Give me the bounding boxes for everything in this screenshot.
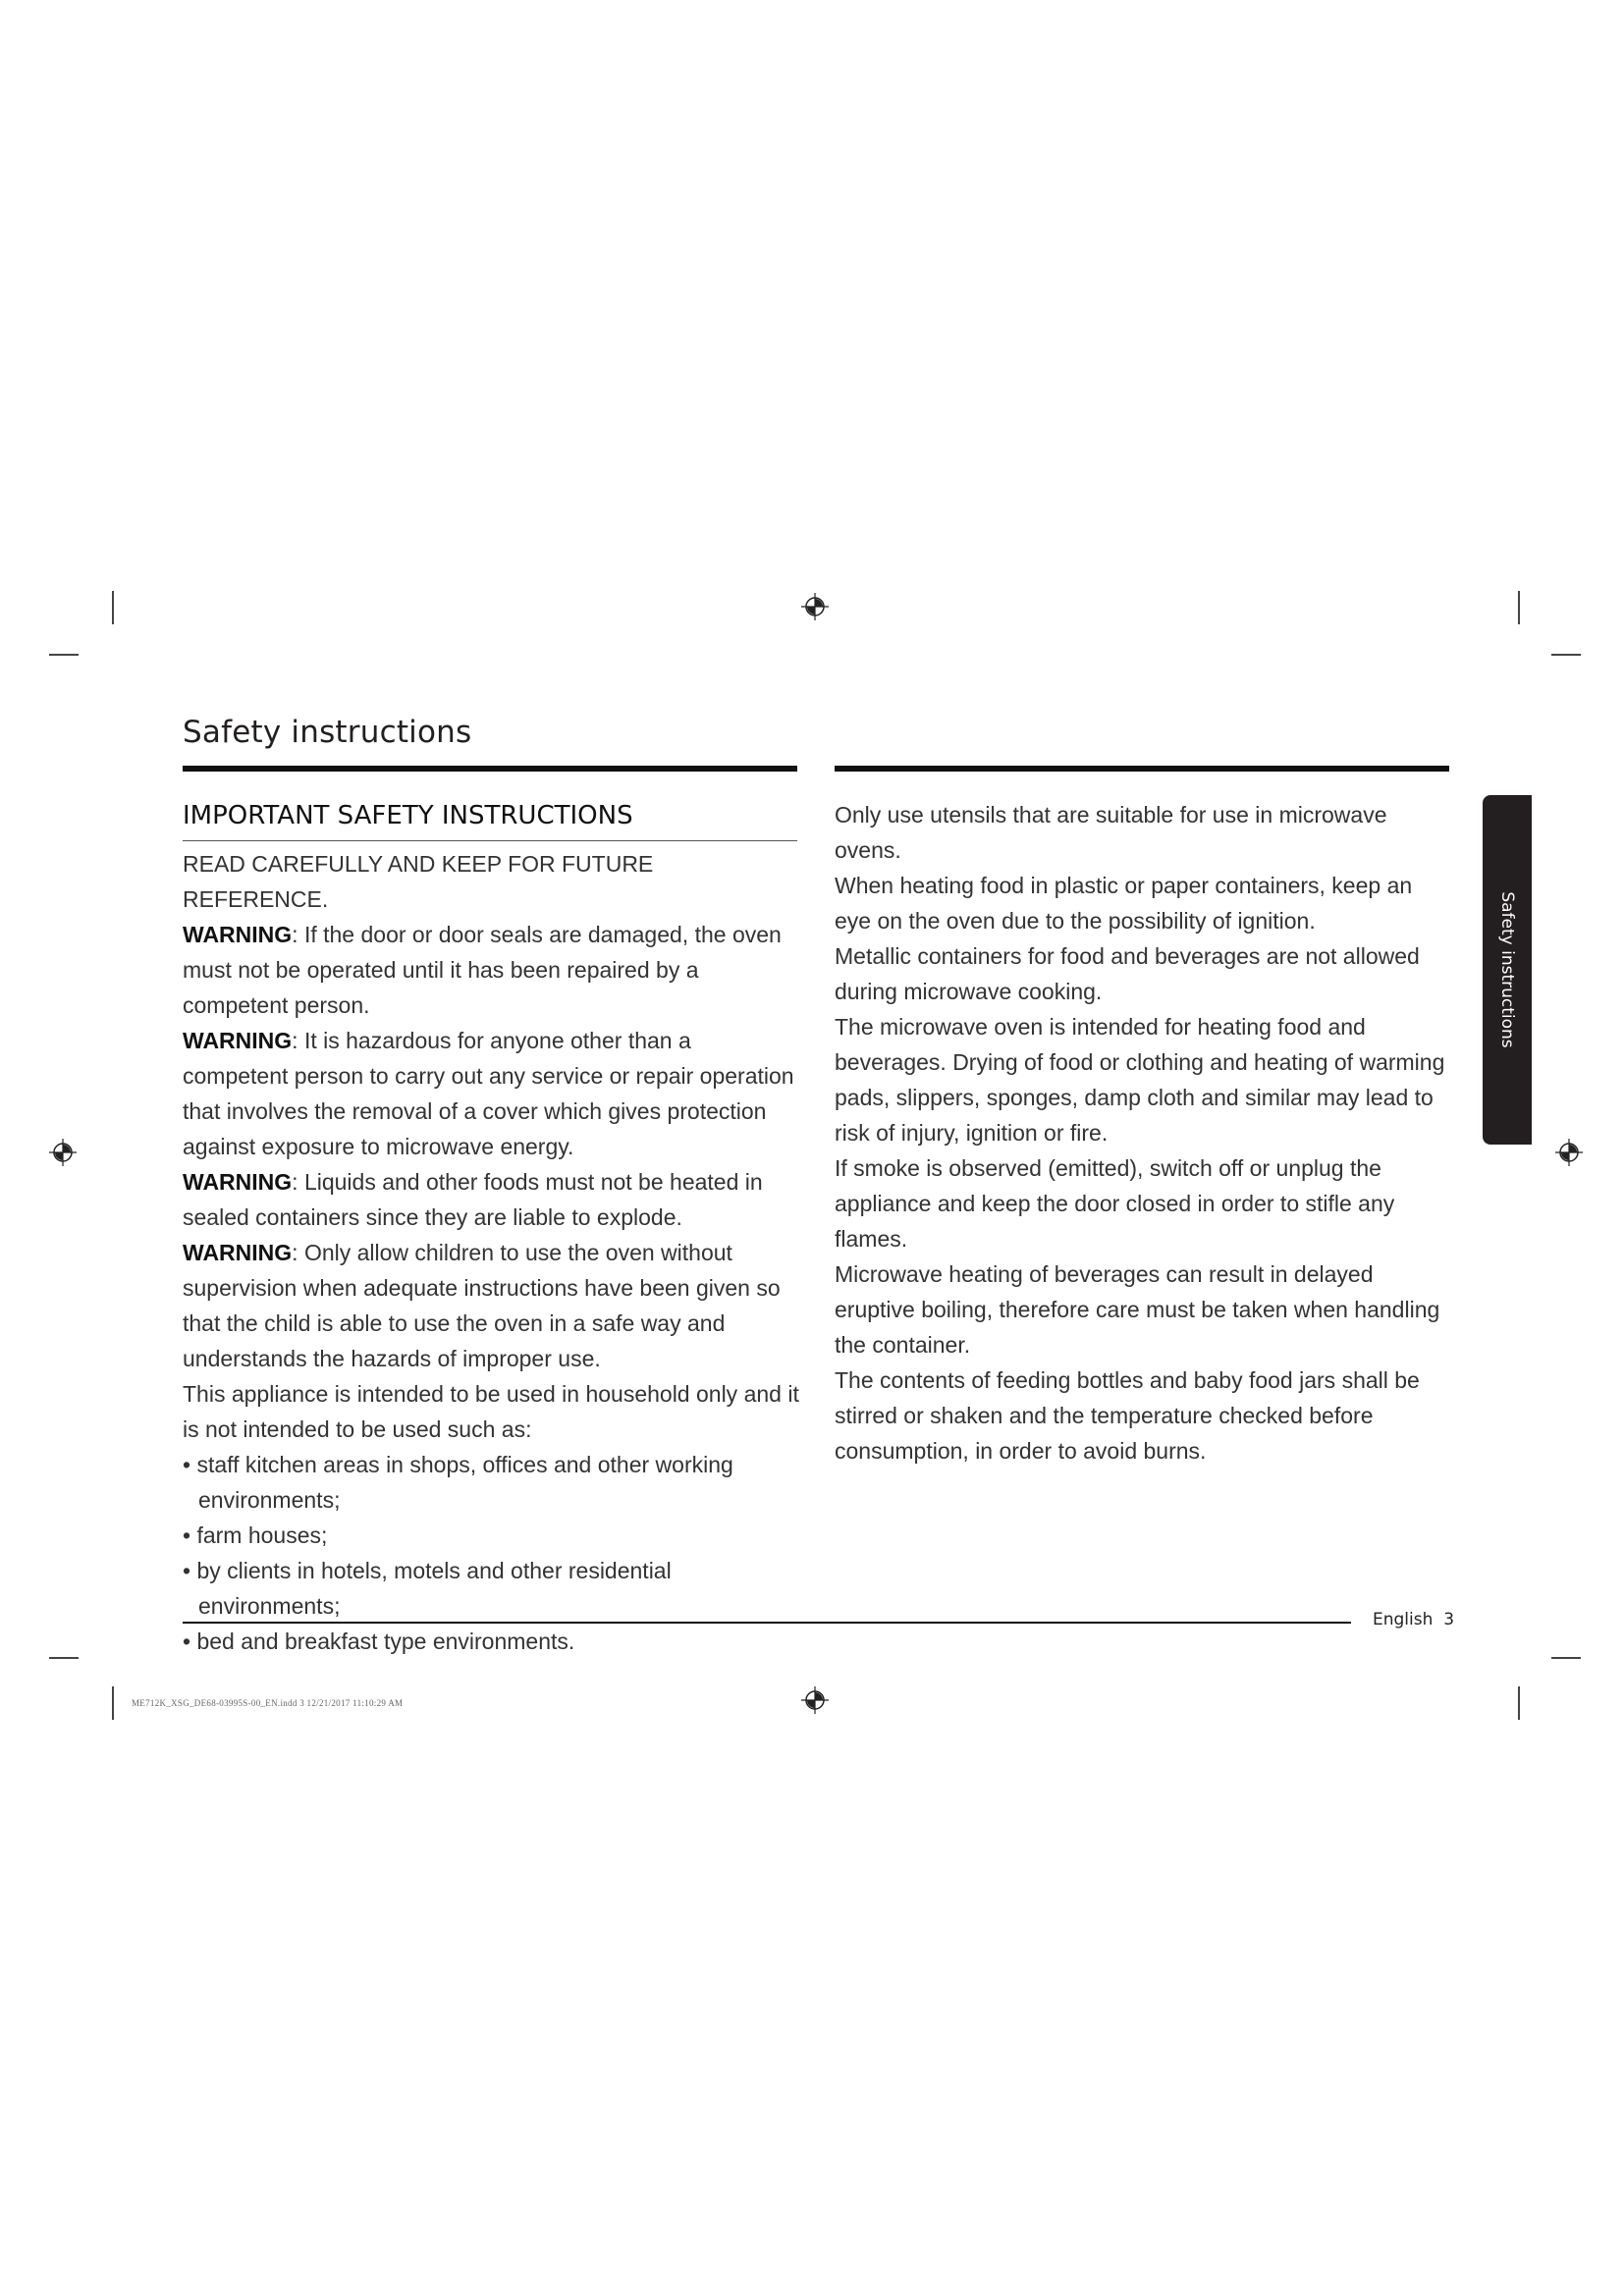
- crop-mark: [1551, 654, 1581, 656]
- page-number: 3: [1443, 1610, 1455, 1629]
- list-item: • by clients in hotels, motels and other residential environments;: [183, 1558, 672, 1619]
- warning-label: WARNING: [183, 1240, 293, 1265]
- side-tab-label: Safety instructions: [1497, 891, 1517, 1048]
- paragraph: Microwave heating of beverages can result in delayed eruptive boiling, therefore care must be taken when handling the container.: [835, 1261, 1440, 1358]
- read-note: READ CAREFULLY AND KEEP FOR FUTURE REFERENCE.: [183, 851, 654, 912]
- left-column: [183, 846, 801, 1659]
- registration-mark-icon: [49, 1139, 77, 1166]
- footer-language: English: [1373, 1610, 1434, 1629]
- paragraph: If smoke is observed (emitted), switch off or unplug the appliance and keep the door closed in order to stifle any flames.: [835, 1155, 1395, 1252]
- warning-paragraph: [183, 1164, 801, 1235]
- list-item: • staff kitchen areas in shops, offices and other working environments;: [183, 1452, 733, 1513]
- paragraph: Metallic containers for food and beverages are not allowed during microwave cooking.: [835, 943, 1420, 1004]
- warning-text: : It is hazardous for anyone other than a competent person to carry out any service or repair operation that involves the removal of a cover which gives protection against exposure to microwave energy.: [183, 1028, 794, 1159]
- warning-label: WARNING: [183, 922, 293, 947]
- heading-rule: [183, 840, 797, 841]
- title-rule-right: [835, 766, 1449, 772]
- footer-rule: [183, 1622, 1351, 1624]
- warning-text: : Liquids and other foods must not be heated in sealed containers since they are liable to explode.: [183, 1169, 763, 1230]
- crop-mark: [112, 1686, 114, 1720]
- warning-paragraph: [183, 1023, 801, 1164]
- crop-mark: [1518, 1686, 1520, 1720]
- registration-mark-icon: [801, 593, 829, 620]
- warning-label: WARNING: [183, 1169, 293, 1195]
- side-section-tab: [1483, 795, 1532, 1145]
- list-item: • bed and breakfast type environments.: [183, 1629, 575, 1654]
- title-rule-left: [183, 766, 797, 772]
- paragraph: When heating food in plastic or paper containers, keep an eye on the oven due to the possibility of ignition.: [835, 873, 1413, 934]
- registration-mark-icon: [801, 1686, 829, 1714]
- page-footer: [1373, 1610, 1454, 1629]
- intended-use: This appliance is intended to be used in household only and it is not intended to be used such as:: [183, 1381, 799, 1442]
- page-title: Safety instructions: [183, 715, 472, 750]
- warning-text: : Only allow children to use the oven without supervision when adequate instructions have been given so that the child is able to use the oven in a safe way and understands the hazards of improper use.: [183, 1240, 781, 1371]
- crop-mark: [1551, 1657, 1581, 1659]
- print-slug: ME712K_XSG_DE68-03995S-00_EN.indd 3 12/21/2017 11:10:29 AM: [132, 1698, 404, 1708]
- paragraph: The contents of feeding bottles and baby food jars shall be stirred or shaken and the temperature checked before consumption, in order to avoid burns.: [835, 1367, 1420, 1464]
- registration-mark-icon: [1555, 1139, 1583, 1166]
- warning-paragraph: [183, 1235, 801, 1376]
- warning-label: WARNING: [183, 1028, 293, 1053]
- crop-mark: [49, 654, 79, 656]
- warning-paragraph: [183, 917, 801, 1023]
- crop-mark: [112, 591, 114, 624]
- paragraph: The microwave oven is intended for heating food and beverages. Drying of food or clothing and heating of warming pads, slippers, sponges, damp cloth and similar may lead to risk of injury, ignition or fire.: [835, 1014, 1445, 1146]
- right-column: [835, 797, 1453, 1468]
- crop-mark: [1518, 591, 1520, 624]
- list-item: • farm houses;: [183, 1522, 328, 1548]
- crop-mark: [49, 1657, 79, 1659]
- paragraph: Only use utensils that are suitable for use in microwave ovens.: [835, 802, 1387, 863]
- section-heading: IMPORTANT SAFETY INSTRUCTIONS: [183, 801, 633, 830]
- warning-text: : If the door or door seals are damaged, the oven must not be operated until it has been repaired by a competent person.: [183, 922, 782, 1018]
